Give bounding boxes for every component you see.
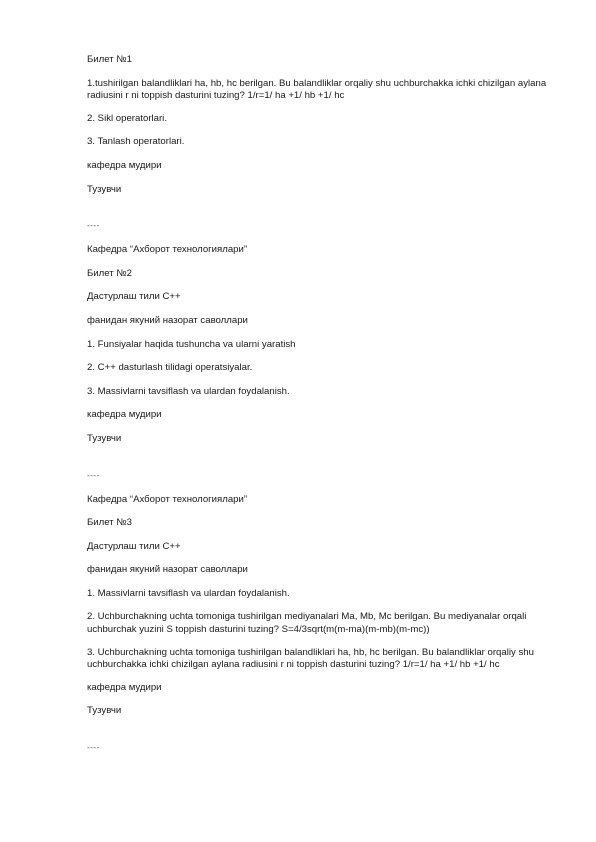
subject-name: Дастурлаш тили C++ (87, 291, 181, 303)
question-1: 1. Funsiyalar haqida tushuncha va ularni yaratish (87, 338, 296, 350)
separator: ---- (87, 743, 100, 753)
document-content (87, 54, 547, 766)
department-header: Кафедра “Ахборот технологиялари” (87, 244, 248, 256)
compiler-label: Тузувчи (87, 705, 122, 717)
ticket-2 (87, 244, 547, 445)
exam-questions-heading: фанидан якуний назорат саволлари (87, 314, 248, 326)
subject-name: Дастурлаш тили C++ (87, 540, 181, 552)
ticket-title: Билет №1 (87, 54, 132, 65)
separator: ---- (87, 470, 100, 480)
ticket-title: Билет №3 (87, 517, 132, 529)
ticket-title: Билет №2 (87, 267, 132, 279)
question-3: 3. Uchburchakning uchta tomoniga tushirilgan balandliklari ha, hb, hc berilgan. Bu balandliklar orqaliy shu uchburchakka ichki chizilgan aylana radiusini r ni toppish dasturini tuzing? 1/r=1/ ha +1/ hb +1/ hc (87, 646, 534, 671)
question-3: 3. Massivlarni tavsiflash va ulardan foydalanish. (87, 385, 290, 397)
ticket-1 (87, 54, 547, 196)
department-header: Кафедра “Ахборот технологиялари” (87, 493, 248, 505)
blank-line (87, 457, 547, 471)
department-head-label: кафедра мудири (87, 159, 162, 171)
compiler-label: Тузувчи (87, 432, 122, 444)
question-1: 1. Massivlarni tavsiflash va ulardan foydalanish. (87, 587, 290, 599)
question-2: 2. C++ dasturlash tilidagi operatsiyalar. (87, 362, 253, 374)
question-1: 1.tushirilgan balandliklari ha, hb, hc berilgan. Bu balandliklar orqaliy shu uchburchakka ichki chizilgan aylana radiusini r ni toppish dasturini tuzing? 1/r=1/ ha +1/ hb +1/ hc (87, 77, 547, 102)
question-3: 3. Tanlash operatorlari. (87, 136, 185, 148)
blank-line (87, 729, 547, 743)
separator: ---- (87, 221, 100, 231)
question-2: 2. Sikl operatorlari. (87, 112, 167, 124)
compiler-label: Тузувчи (87, 183, 122, 195)
question-2: 2. Uchburchakning uchta tomoniga tushirilgan mediyanalari Ma, Mb, Mc berilgan. Bu mediyanalar orqali uchburchak yuzini S toppish dasturini tuzing? S=4/3sqrt(m(m-ma)(m-mb)(m-mc)) (87, 611, 527, 636)
department-head-label: кафедра мудири (87, 409, 162, 421)
ticket-3 (87, 494, 547, 719)
blank-line (87, 207, 547, 221)
exam-questions-heading: фанидан якуний назорат саволлари (87, 564, 248, 576)
department-head-label: кафедра мудири (87, 681, 162, 693)
